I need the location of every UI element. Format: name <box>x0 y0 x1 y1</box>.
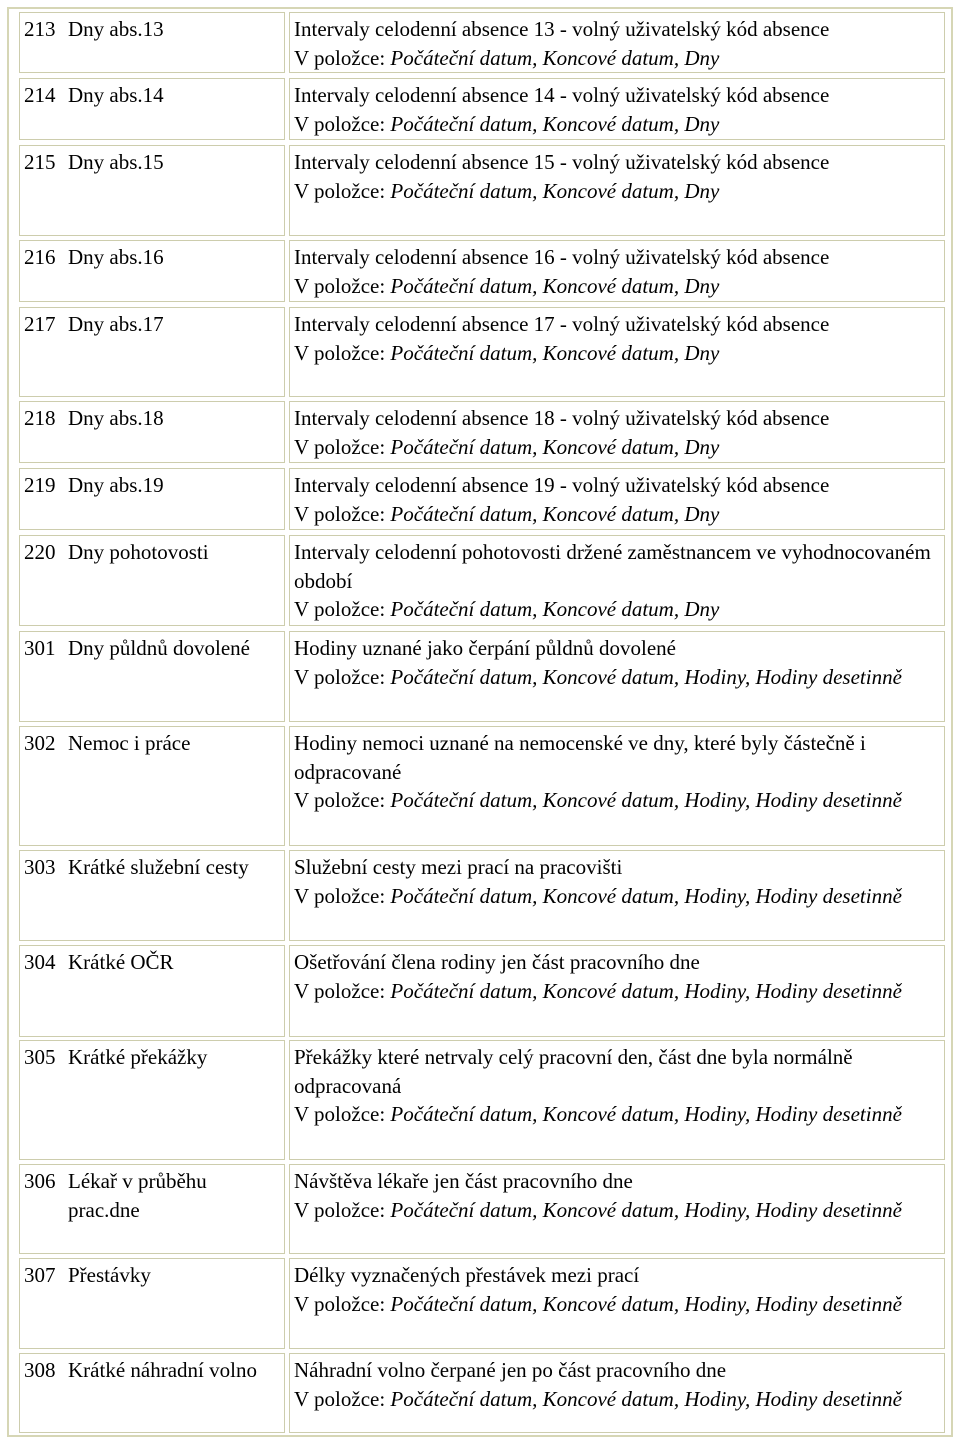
row-field-prefix: V položce: <box>294 178 391 203</box>
row-fields: Počáteční datum, Koncové datum, Hodiny, Hodiny desetinně <box>390 883 902 908</box>
row-description: Překážky které netrvaly celý pracovní den, část dne byla normálně odpracovaná <box>294 1045 853 1098</box>
code-cell <box>19 945 285 1037</box>
row-name: Krátké náhradní volno <box>68 1358 257 1382</box>
row-fields: Počáteční datum, Koncové datum, Hodiny, Hodiny desetinně <box>390 1386 902 1411</box>
row-fields: Počáteční datum, Koncové datum, Hodiny, Hodiny desetinně <box>390 978 902 1003</box>
row-fields: Počáteční datum, Koncové datum, Hodiny, Hodiny desetinně <box>390 788 902 812</box>
table-row <box>19 1353 945 1433</box>
row-name: Krátké OČR <box>68 950 174 974</box>
code-cell <box>19 726 285 846</box>
table-row <box>19 726 945 846</box>
row-code: 218 <box>24 406 56 430</box>
row-description: Hodiny uznané jako čerpání půldnů dovolené <box>294 636 676 660</box>
row-field-prefix: V položce: <box>294 273 391 298</box>
row-fields: Počáteční datum, Koncové datum, Dny <box>390 597 720 621</box>
row-name: Nemoc i práce <box>68 731 191 755</box>
table-row <box>19 1258 945 1349</box>
row-fields: Počáteční datum, Koncové datum, Hodiny, Hodiny desetinně <box>390 1197 902 1222</box>
row-name: Dny pohotovosti <box>68 540 209 564</box>
table-row <box>19 12 945 73</box>
row-code: 215 <box>24 150 56 174</box>
row-code: 302 <box>24 731 56 755</box>
row-code: 216 <box>24 245 56 269</box>
description-cell <box>289 1353 945 1433</box>
row-description: Návštěva lékaře jen část pracovního dne <box>294 1169 633 1193</box>
row-name: Dny abs.14 <box>68 83 164 107</box>
description-cell <box>289 535 945 626</box>
row-field-prefix: V položce: <box>294 1291 391 1316</box>
row-field-prefix: V položce: <box>294 1197 391 1222</box>
table-row <box>19 240 945 302</box>
row-code: 217 <box>24 312 56 336</box>
row-code: 305 <box>24 1045 56 1069</box>
row-description: Intervaly celodenní absence 13 - volný uživatelský kód absence <box>294 17 830 41</box>
row-field-prefix: V položce: <box>294 664 391 689</box>
row-field-prefix: V položce: <box>294 45 391 70</box>
description-cell <box>289 631 945 722</box>
row-code: 306 <box>24 1169 56 1193</box>
row-name: Přestávky <box>68 1263 151 1287</box>
row-field-prefix: V položce: <box>294 597 391 621</box>
row-description: Hodiny nemoci uznané na nemocenské ve dny, které byly částečně i odpracované <box>294 731 866 784</box>
row-name: Krátké překážky <box>68 1045 208 1069</box>
row-field-prefix: V položce: <box>294 434 391 459</box>
row-fields: Počáteční datum, Koncové datum, Dny <box>390 273 720 298</box>
description-cell <box>289 726 945 846</box>
code-cell <box>19 631 285 722</box>
table-row <box>19 145 945 236</box>
row-name: Dny půldnů dovolené <box>68 636 250 660</box>
row-fields: Počáteční datum, Koncové datum, Hodiny, Hodiny desetinně <box>390 1291 902 1316</box>
row-field-prefix: V položce: <box>294 978 391 1003</box>
row-code: 308 <box>24 1358 56 1382</box>
table-row <box>19 468 945 530</box>
description-cell <box>289 1040 945 1160</box>
row-field-prefix: V položce: <box>294 1102 391 1126</box>
description-cell <box>289 12 945 73</box>
row-fields: Počáteční datum, Koncové datum, Hodiny, Hodiny desetinně <box>390 664 902 689</box>
row-description: Intervaly celodenní pohotovosti držené zaměstnancem ve vyhodnocovaném období <box>294 540 931 593</box>
row-field-prefix: V položce: <box>294 1386 391 1411</box>
description-cell <box>289 1164 945 1254</box>
row-name: Dny abs.13 <box>68 17 164 41</box>
row-code: 213 <box>24 17 56 41</box>
description-cell <box>289 850 945 941</box>
row-fields: Počáteční datum, Koncové datum, Dny <box>390 45 720 70</box>
description-cell <box>289 307 945 397</box>
code-cell <box>19 1164 285 1254</box>
row-fields: Počáteční datum, Koncové datum, Dny <box>390 178 720 203</box>
row-description: Služební cesty mezi prací na pracovišti <box>294 855 623 879</box>
row-code: 214 <box>24 83 56 107</box>
row-fields: Počáteční datum, Koncové datum, Dny <box>390 434 720 459</box>
table-row <box>19 631 945 722</box>
description-cell <box>289 945 945 1037</box>
row-field-prefix: V položce: <box>294 340 391 365</box>
codes-table <box>7 7 953 1437</box>
row-fields: Počáteční datum, Koncové datum, Dny <box>390 111 720 136</box>
table-row <box>19 945 945 1037</box>
row-fields: Počáteční datum, Koncové datum, Hodiny, Hodiny desetinně <box>390 1102 902 1126</box>
description-cell <box>289 1258 945 1349</box>
row-code: 220 <box>24 540 56 564</box>
row-field-prefix: V položce: <box>294 883 391 908</box>
row-fields: Počáteční datum, Koncové datum, Dny <box>390 501 720 526</box>
code-cell <box>19 850 285 941</box>
row-name: Lékař v průběhu prac.dne <box>68 1169 207 1222</box>
code-cell <box>19 145 285 236</box>
table-row <box>19 850 945 941</box>
row-name: Dny abs.18 <box>68 406 164 430</box>
row-field-prefix: V položce: <box>294 501 391 526</box>
table-row <box>19 1164 945 1254</box>
row-description: Intervaly celodenní absence 18 - volný uživatelský kód absence <box>294 406 830 430</box>
row-code: 304 <box>24 950 56 974</box>
code-cell <box>19 1353 285 1433</box>
code-cell <box>19 307 285 397</box>
row-description: Intervaly celodenní absence 17 - volný uživatelský kód absence <box>294 312 830 336</box>
row-name: Dny abs.17 <box>68 312 164 336</box>
code-cell <box>19 1258 285 1349</box>
code-cell <box>19 78 285 140</box>
row-name: Krátké služební cesty <box>68 855 249 879</box>
row-description: Intervaly celodenní absence 19 - volný uživatelský kód absence <box>294 473 830 497</box>
row-field-prefix: V položce: <box>294 111 391 136</box>
table-row <box>19 307 945 397</box>
row-description: Náhradní volno čerpané jen po část pracovního dne <box>294 1358 727 1382</box>
row-description: Ošetřování člena rodiny jen část pracovního dne <box>294 950 700 974</box>
row-description: Intervaly celodenní absence 15 - volný uživatelský kód absence <box>294 150 830 174</box>
description-cell <box>289 401 945 463</box>
row-code: 303 <box>24 855 56 879</box>
row-code: 307 <box>24 1263 56 1287</box>
code-cell <box>19 12 285 73</box>
row-description: Intervaly celodenní absence 14 - volný uživatelský kód absence <box>294 83 830 107</box>
table-row <box>19 78 945 140</box>
table-row <box>19 401 945 463</box>
description-cell <box>289 468 945 530</box>
code-cell <box>19 1040 285 1160</box>
code-cell <box>19 240 285 302</box>
table-row <box>19 1040 945 1160</box>
row-description: Délky vyznačených přestávek mezi prací <box>294 1263 640 1287</box>
row-fields: Počáteční datum, Koncové datum, Dny <box>390 340 720 365</box>
code-cell <box>19 468 285 530</box>
row-name: Dny abs.16 <box>68 245 164 269</box>
code-cell <box>19 535 285 626</box>
description-cell <box>289 240 945 302</box>
description-cell <box>289 78 945 140</box>
row-description: Intervaly celodenní absence 16 - volný uživatelský kód absence <box>294 245 830 269</box>
row-code: 219 <box>24 473 56 497</box>
row-name: Dny abs.19 <box>68 473 164 497</box>
table-row <box>19 535 945 626</box>
row-name: Dny abs.15 <box>68 150 164 174</box>
code-cell <box>19 401 285 463</box>
row-code: 301 <box>24 636 56 660</box>
description-cell <box>289 145 945 236</box>
row-field-prefix: V položce: <box>294 788 391 812</box>
